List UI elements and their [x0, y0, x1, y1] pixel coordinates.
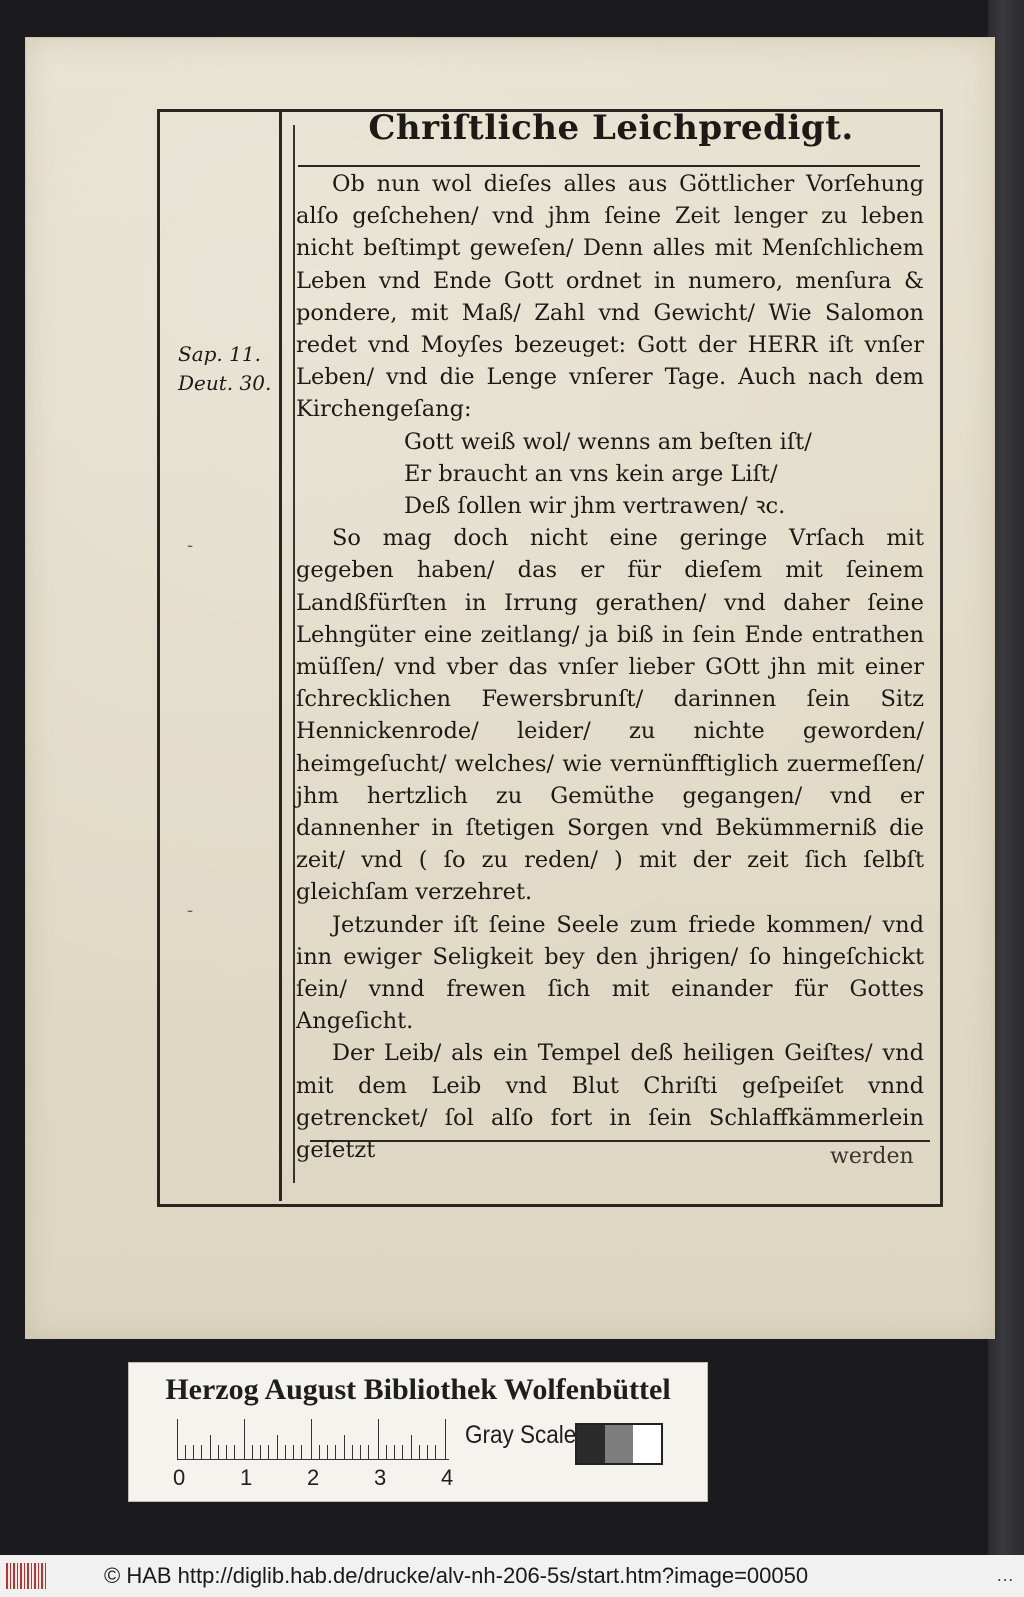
paragraph: So mag doch nicht eine geringe Vrſach mit gegeben haben/ das er für dieſem mit ſeinem Landßfürſten in Irrung gerathen/ vnd daher ſeine Lehngüter eine zeitlang/ ja biß in ſein Ende entrathen müſſen/ vnd vber das vnſer lieber GOtt jhn mit einer ſchrecklichen Fewersbrunſt/ darinnen ſein Sitz Hennickenrode/ leider/ zu nichte geworden/ heimgeſucht/ welches/ wie vernünfftiglich zuermeſſen/ jhm hertzlich zu Gemüthe gegangen/ vnd er dannenher in ſtetigen Sorgen vnd Bekümmerniß die zeit/ vnd ( ſo zu reden/ ) mit der zeit ſich ſelbſt gleichſam verzehret. — [296, 525, 924, 906]
ruler-number: 0 — [173, 1465, 186, 1490]
gray-scale-label: Gray Scale — [465, 1421, 577, 1449]
margin-note: Deut. 30. — [178, 371, 272, 395]
gray-swatches — [575, 1423, 663, 1465]
color-scale-card — [128, 1362, 708, 1502]
margin-note: Sap. 11. — [178, 342, 261, 366]
verse-line: Gott weiß wol/ wenns am beſten iſt/ — [404, 428, 812, 455]
institution-name: Herzog August Bibliothek Wolfenbüttel — [165, 1373, 671, 1406]
source-url[interactable]: © HAB http://diglib.hab.de/drucke/alv-nh-206-5s/start.htm?image=00050 — [104, 1563, 809, 1588]
swatch-mid — [605, 1425, 633, 1463]
ruler — [177, 1419, 449, 1460]
body-text — [296, 168, 924, 1166]
ruler-number: 1 — [240, 1465, 253, 1490]
margin-rule — [279, 109, 282, 1201]
catchword: werden — [830, 1144, 914, 1169]
paragraph: Jetzunder iſt ſeine Seele zum friede kommen/ vnd inn ewiger Seligkeit bey den jhrigen/ ſo hingeſchickt ſein/ vnnd frewen ſich mit einander für Gottes Angeſicht. — [296, 911, 924, 1035]
head-rule — [298, 165, 920, 167]
verse-line: Er braucht an vns kein arge Liſt/ — [404, 460, 778, 487]
inner-rule — [293, 125, 295, 1183]
ruler-number: 3 — [374, 1465, 387, 1490]
hab-logo-icon — [6, 1563, 46, 1589]
margin-mark: - — [187, 900, 194, 921]
verse-line: Deß ſollen wir jhm vertrawen/ ꝛc. — [404, 493, 786, 520]
ruler-number: 2 — [307, 1465, 320, 1490]
more-icon[interactable]: … — [996, 1565, 1014, 1585]
paragraph: Der Leib/ als ein Tempel deß heiligen Geiſtes/ vnd mit dem Leib vnd Blut Chriſti geſpeiſet vnnd getrencket/ ſol alſo fort in ſein Schlaffkämmerlein geſetzt — [296, 1040, 924, 1164]
paragraph: Ob nun wol dieſes alles aus Göttlicher Vorſehung alſo geſchehen/ vnd jhm ſeine Zeit lenger zu leben nicht beſtimpt geweſen/ Denn alles mit Menſchlichem Leben vnd Ende Gott ordnet in numero, menſura & pondere, mit Maß/ Zahl vnd Gewicht/ Wie Salomon redet vnd Moyſes bezeuget: Gott der HERR iſt vnſer Leben/ vnd die Lenge vnſerer Tage. Auch nach dem Kirchengeſang: — [296, 171, 924, 423]
footer-bar — [0, 1555, 1024, 1597]
swatch-light — [633, 1425, 661, 1463]
ruler-number: 4 — [441, 1465, 454, 1490]
margin-mark: - — [187, 535, 194, 556]
page-title: Chriſtliche Leichpredigt. — [368, 108, 854, 148]
swatch-dark — [577, 1425, 605, 1463]
